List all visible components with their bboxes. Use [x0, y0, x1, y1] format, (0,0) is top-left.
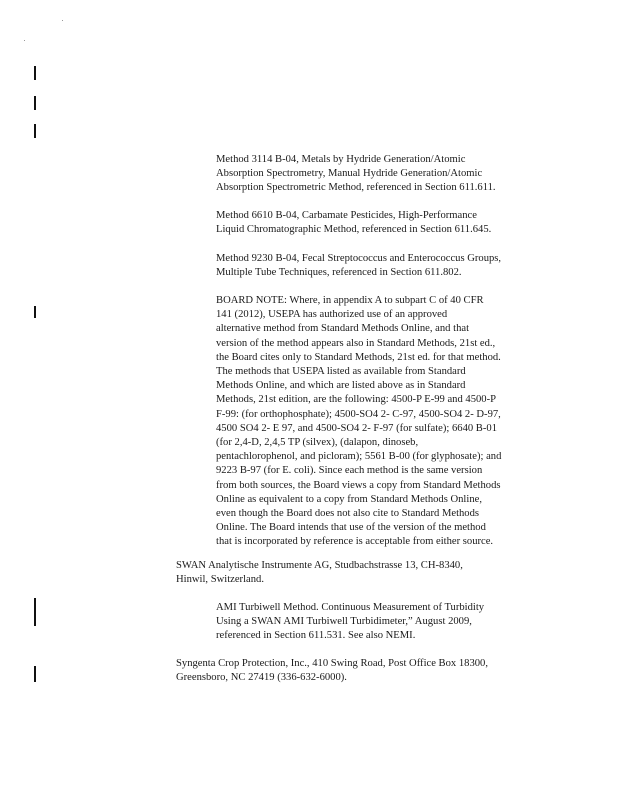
text-line: Multiple Tube Techniques, referenced in Section 611.802. [216, 267, 462, 279]
text-line: Online as equivalent to a copy from Standard Methods Online, [216, 493, 482, 505]
revision-bar [34, 124, 36, 138]
text-line: the Board cites only to Standard Methods, 21st ed. for that method. [216, 351, 501, 363]
ami-turbiwell-paragraph [216, 601, 556, 644]
text-line: alternative method from Standard Methods Online, and that [216, 323, 470, 335]
text-line: Absorption Spectrometric Method, referenced in Section 611.611. [216, 182, 496, 194]
method-9230-paragraph [216, 252, 556, 280]
text-line: Using a SWAN AMI Turbiwell Turbidimeter,” August 2009, [216, 616, 472, 628]
text-line: from both sources, the Board views a copy from Standard Methods [216, 479, 501, 491]
text-line: version of the method appears also in Standard Methods, 21st ed., [216, 337, 496, 349]
text-line: The methods that USEPA listed as available from Standard [216, 366, 466, 378]
board-note-paragraph [216, 294, 556, 550]
text-line: Syngenta Crop Protection, Inc., 410 Swing Road, Post Office Box 18300, [176, 658, 489, 669]
text-line: AMI Turbiwell Method. Continuous Measurement of Turbidity [216, 602, 485, 613]
text-line: F-99: (for orthophosphate); 4500-SO4 2- C-97, 4500-SO4 2- D-97, [216, 408, 501, 420]
text-line: 4500 SO4 2- E 97, and 4500-SO4 2- F-97 (for sulfate); 6640 B-01 [216, 422, 497, 434]
text-line: Methods Online, and which are listed above as in Standard [216, 380, 466, 392]
method-6610-paragraph [216, 209, 556, 237]
text-line: 141 (2012), USEPA has authorized use of an approved [216, 309, 448, 321]
text-line: Method 3114 B-04, Metals by Hydride Generation/Atomic [216, 154, 466, 165]
text-line: (for 2,4-D, 2,4,5 TP (silvex), (dalapon, dinoseb, [216, 437, 419, 449]
text-line: Method 6610 B-04, Carbamate Pesticides, High-Performance [216, 210, 477, 221]
text-line: SWAN Analytische Instrumente AG, Studbachstrasse 13, CH-8340, [176, 560, 463, 571]
text-line: Methods, 21st edition, are the following: 4500-P E-99 and 4500-P [216, 394, 497, 406]
revision-bar [34, 598, 36, 626]
revision-bar [34, 666, 36, 682]
text-line: Greensboro, NC 27419 (336-632-6000). [176, 672, 347, 684]
text-line: pentachlorophenol, and picloram); 5561 B-00 (for glyphosate); and [216, 451, 502, 463]
revision-bar [34, 306, 36, 318]
text-line: Online. The Board intends that use of the version of the method [216, 522, 486, 534]
text-line: Absorption Spectrometry, Manual Hydride Generation/Atomic [216, 168, 483, 180]
method-3114-paragraph [216, 153, 556, 196]
text-line: BOARD NOTE: Where, in appendix A to subpart C of 40 CFR [216, 295, 484, 306]
text-line: Hinwil, Switzerland. [176, 574, 264, 586]
text-line: Method 9230 B-04, Fecal Streptococcus and Enterococcus Groups, [216, 253, 502, 264]
text-line: 9223 B-97 (for E. coli). Since each method is the same version [216, 465, 483, 477]
swan-address-paragraph [176, 559, 556, 587]
text-line: Liquid Chromatographic Method, referenced in Section 611.645. [216, 224, 492, 236]
revision-bar [34, 96, 36, 110]
text-line: even though the Board does not also cite to Standard Methods [216, 508, 480, 520]
syngenta-address-paragraph [176, 657, 556, 685]
revision-bar [34, 66, 36, 80]
text-line: referenced in Section 611.531. See also NEMI. [216, 630, 416, 642]
text-line: that is incorporated by reference is acceptable from either source. [216, 536, 494, 548]
